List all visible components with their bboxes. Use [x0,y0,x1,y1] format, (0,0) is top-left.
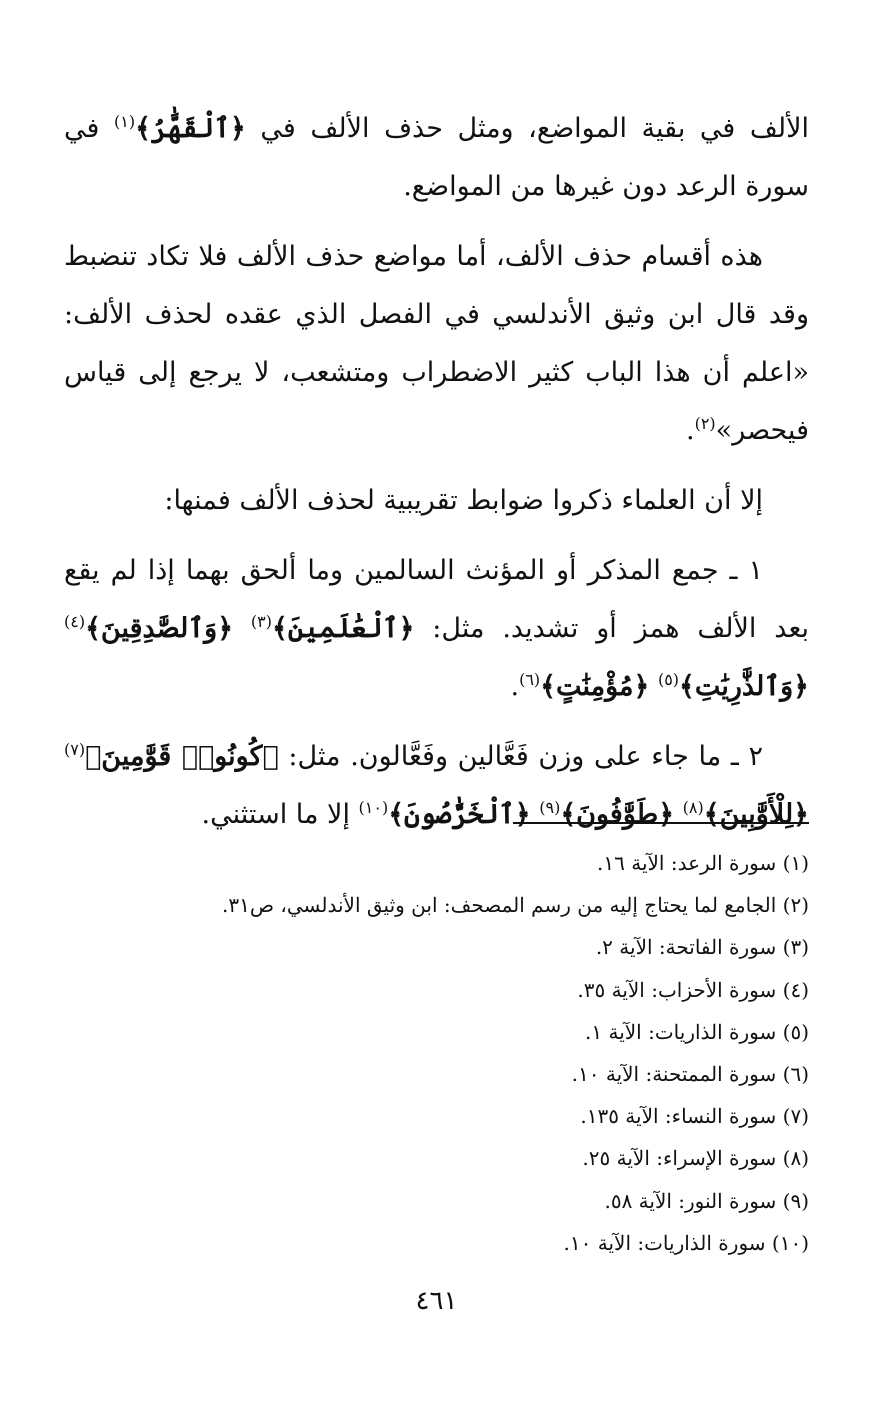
text-run: الألف في بقية المواضع، ومثل حذف الألف في [245,113,809,144]
text-run: ٢ ـ ما جاء على وزن فَعَّالين وفَعَّالون. مثل: [278,741,763,772]
quran-quote: ﴿طَوَّٰفُونَ﴾ [560,799,675,830]
footnote-ref: (٤) [64,612,86,631]
footnote-ref: (٢) [694,414,716,433]
footnote-5: (٥) سورة الذاريات: الآية ١. [585,1019,809,1044]
footnote-divider [513,822,809,824]
footnote-ref: (٣) [250,612,272,631]
text-run: إلا ما استثني. [201,799,359,830]
text-run: ١ ـ جمع المذكر أو المؤنث السالمين وما ألحق بهما إذا لم يقع بعد الألف همز أو تشديد. مثل: [64,555,809,644]
footnote-ref: (٨) [682,798,704,817]
footnote-2: (٢) الجامع لما يحتاج إليه من رسم المصحف: ابن وثيق الأندلسي، ص٣١. [222,893,809,918]
text-run: . [510,671,520,702]
footnote-10: (١٠) سورة الذاريات: الآية ١٠. [563,1230,809,1255]
text-run [674,799,683,830]
paragraph-1 [64,100,809,216]
text-run [649,671,658,702]
list-item-2 [64,728,809,844]
footnote-ref: (١٠) [358,798,389,817]
footnote-9: (٩) سورة النور: الآية ٥٨. [604,1188,809,1213]
paragraph-2 [64,228,809,460]
text-run: هذه أقسام حذف الألف، أما مواضع حذف الألف فلا تكاد تنضبط وقد قال ابن وثيق الأندلسي في الفصل الذي عقده لحذف الألف: «اعلم أن هذا الباب كثير الاضطراب ومتشعب، لا يرجع إلى قياس فيحصر» [64,241,809,446]
page-number: ٤٦١ [415,1286,458,1316]
text-run [233,613,251,644]
quran-quote: ﴿ٱلْقَهَّٰرُ﴾ [135,113,246,144]
quran-quote: ﴿ٱلْعَٰلَمِينَ﴾ [272,613,415,644]
footnote-7: (٧) سورة النساء: الآية ١٣٥. [580,1104,809,1129]
text-run: إلا أن العلماء ذكروا ضوابط تقريبية لحذف الألف فمنها: [164,485,763,516]
footnotes [64,842,809,1264]
footnote-ref: (٩) [539,798,561,817]
footnote-3: (٣) سورة الفاتحة: الآية ٢. [595,935,809,960]
main-text [64,100,809,844]
quran-quote: ﴿وَٱلذَّٰرِيَٰتِ﴾ [679,671,809,702]
list-item-1 [64,542,809,716]
quran-quote: ﴿ٱلْخَرَّٰصُونَ﴾ [388,799,531,830]
quran-quote: ﴿لِلْأَوَّٰبِينَ﴾ [703,799,809,830]
footnote-ref: (٧) [64,740,86,759]
footnote-8: (٨) سورة الإسراء: الآية ٢٥. [582,1146,809,1171]
text-run [531,799,540,830]
quran-quote: ﴿كُونُوا۟ قَوَّٰمِينَ﴾ [85,741,279,772]
quran-quote: ﴿وَٱلصَّٰدِقِينَ﴾ [85,613,234,644]
footnote-ref: (٦) [519,670,541,689]
quran-quote: ﴿مُؤْمِنَٰتٍ﴾ [540,671,650,702]
text-run: في سورة الرعد دون غيرها من المواضع. [64,113,809,202]
footnote-1: (١) سورة الرعد: الآية ١٦. [597,851,809,875]
footnote-6: (٦) سورة الممتحنة: الآية ١٠. [571,1062,809,1087]
paragraph-3 [64,472,809,530]
footnote-ref: (١) [114,112,136,131]
footnote-4: (٤) سورة الأحزاب: الآية ٣٥. [577,977,809,1002]
footnote-ref: (٥) [657,670,680,689]
text-run: . [685,415,695,446]
